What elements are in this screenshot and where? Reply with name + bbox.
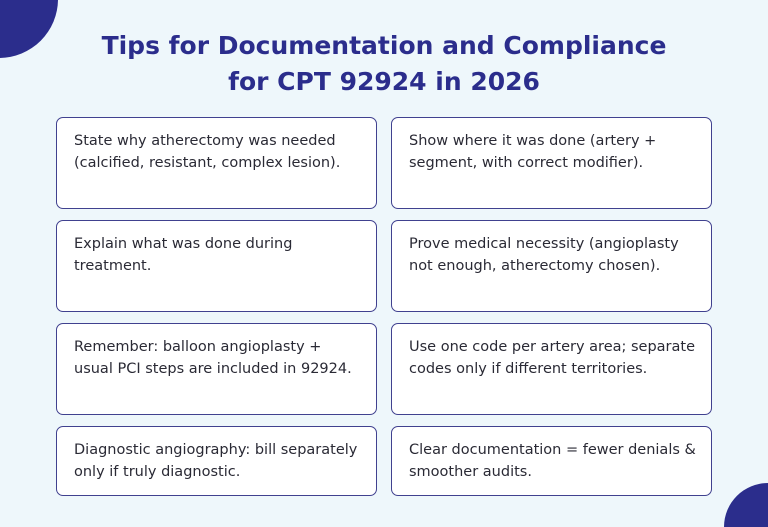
tip-card-atherectomy-need: State why atherectomy was needed (calcified, resistant, complex lesion).	[56, 117, 377, 209]
corner-decoration-bottom-right	[724, 483, 768, 527]
tips-grid	[56, 117, 712, 496]
title-line-2: for CPT 92924 in 2026	[228, 67, 540, 96]
tip-card-treatment: Explain what was done during treatment.	[56, 220, 377, 312]
title-line-1: Tips for Documentation and Compliance	[101, 31, 667, 60]
tip-card-diagnostic-angiography: Diagnostic angiography: bill separately only if truly diagnostic.	[56, 426, 377, 496]
page-title	[0, 28, 768, 100]
tip-card-code-per-artery: Use one code per artery area; separate codes only if different territories.	[391, 323, 712, 415]
tip-card-location: Show where it was done (artery + segment, with correct modifier).	[391, 117, 712, 209]
tip-card-medical-necessity: Prove medical necessity (angioplasty not enough, atherectomy chosen).	[391, 220, 712, 312]
tip-card-clear-documentation: Clear documentation = fewer denials & smoother audits.	[391, 426, 712, 496]
tip-card-bundled-steps: Remember: balloon angioplasty + usual PCI steps are included in 92924.	[56, 323, 377, 415]
